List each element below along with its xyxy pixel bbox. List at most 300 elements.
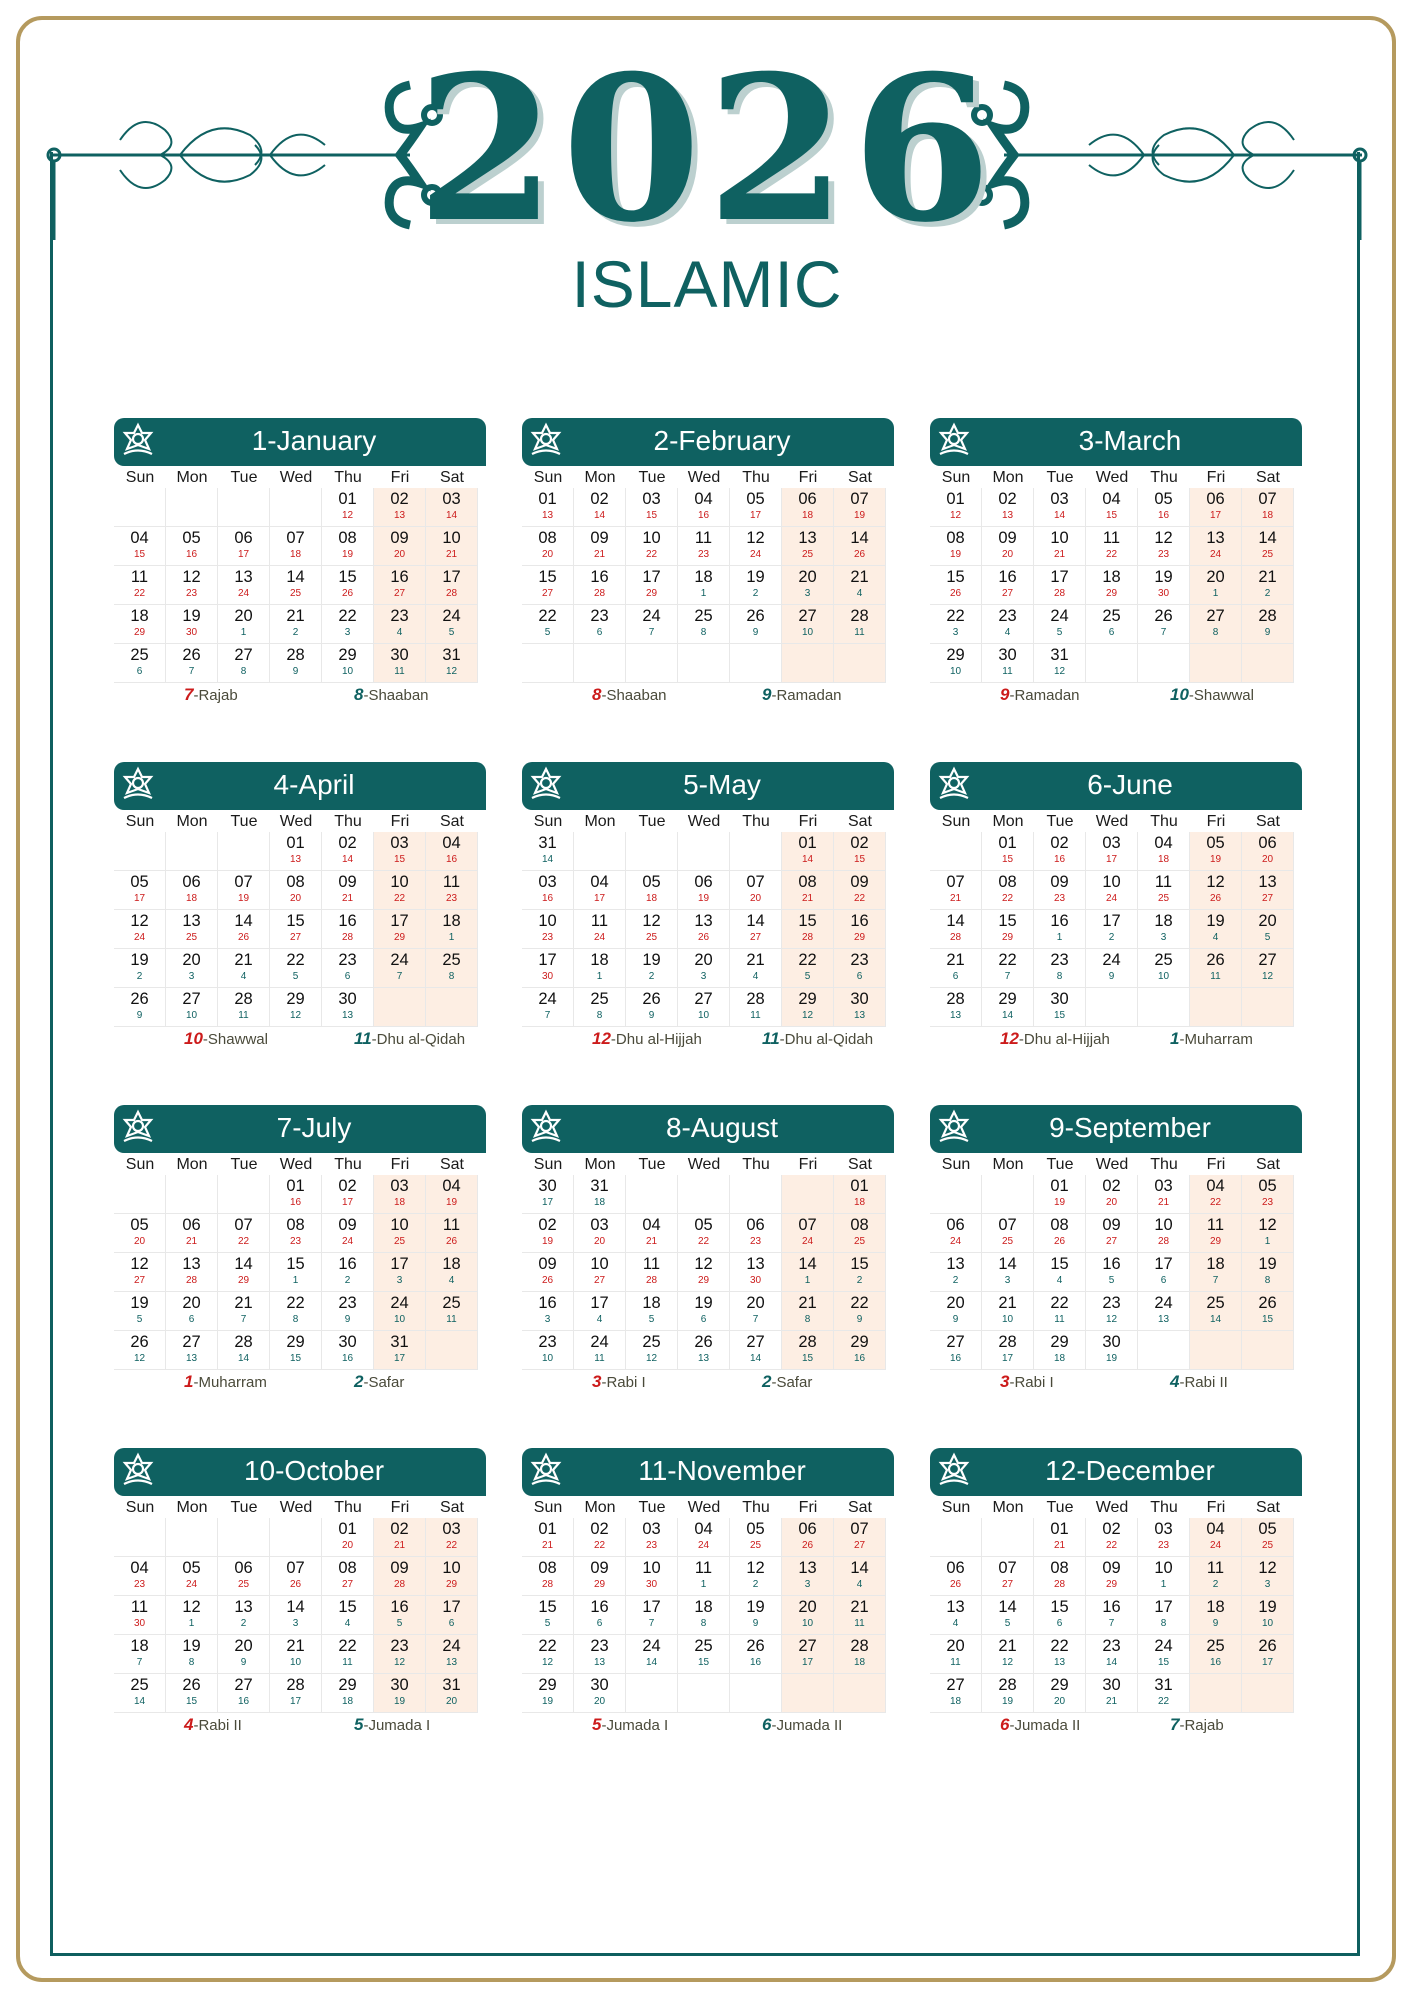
day-cell[interactable]: [270, 871, 322, 910]
day-cell[interactable]: [626, 1292, 678, 1331]
day-cell[interactable]: [374, 1214, 426, 1253]
day-cell[interactable]: [1242, 1214, 1294, 1253]
day-cell[interactable]: [1138, 910, 1190, 949]
day-cell[interactable]: [982, 1674, 1034, 1713]
day-cell[interactable]: [522, 605, 574, 644]
day-cell[interactable]: [1138, 1635, 1190, 1674]
day-cell[interactable]: [270, 1635, 322, 1674]
day-cell[interactable]: [626, 1557, 678, 1596]
day-cell[interactable]: [1138, 1253, 1190, 1292]
day-cell[interactable]: [218, 1635, 270, 1674]
day-cell[interactable]: [982, 988, 1034, 1027]
day-cell[interactable]: [522, 1253, 574, 1292]
day-cell[interactable]: [374, 644, 426, 683]
day-cell[interactable]: [270, 1331, 322, 1370]
day-cell[interactable]: [522, 1175, 574, 1214]
day-cell[interactable]: [782, 566, 834, 605]
day-cell[interactable]: [426, 644, 478, 683]
day-cell[interactable]: [574, 988, 626, 1027]
day-cell[interactable]: [1242, 832, 1294, 871]
day-cell[interactable]: [166, 910, 218, 949]
day-cell[interactable]: [218, 1214, 270, 1253]
day-cell[interactable]: [730, 1596, 782, 1635]
day-cell[interactable]: [1034, 1557, 1086, 1596]
day-cell[interactable]: [322, 1596, 374, 1635]
day-cell[interactable]: [1190, 1518, 1242, 1557]
day-cell[interactable]: [930, 1557, 982, 1596]
day-cell[interactable]: [426, 949, 478, 988]
day-cell[interactable]: [374, 1175, 426, 1214]
day-cell[interactable]: [834, 566, 886, 605]
day-cell[interactable]: [982, 1557, 1034, 1596]
day-cell[interactable]: [322, 1292, 374, 1331]
day-cell[interactable]: [678, 488, 730, 527]
day-cell[interactable]: [782, 1214, 834, 1253]
day-cell[interactable]: [374, 1331, 426, 1370]
day-cell[interactable]: [782, 949, 834, 988]
day-cell[interactable]: [1086, 910, 1138, 949]
day-cell[interactable]: [834, 488, 886, 527]
day-cell[interactable]: [374, 1292, 426, 1331]
day-cell[interactable]: [374, 1674, 426, 1713]
day-cell[interactable]: [270, 527, 322, 566]
day-cell[interactable]: [930, 910, 982, 949]
day-cell[interactable]: [930, 566, 982, 605]
day-cell[interactable]: [574, 566, 626, 605]
day-cell[interactable]: [1034, 832, 1086, 871]
day-cell[interactable]: [114, 1331, 166, 1370]
day-cell[interactable]: [626, 1596, 678, 1635]
day-cell[interactable]: [834, 1557, 886, 1596]
day-cell[interactable]: [730, 871, 782, 910]
day-cell[interactable]: [322, 1557, 374, 1596]
day-cell[interactable]: [1138, 871, 1190, 910]
day-cell[interactable]: [270, 605, 322, 644]
day-cell[interactable]: [834, 988, 886, 1027]
day-cell[interactable]: [678, 1331, 730, 1370]
day-cell[interactable]: [114, 1596, 166, 1635]
day-cell[interactable]: [270, 949, 322, 988]
day-cell[interactable]: [522, 1635, 574, 1674]
day-cell[interactable]: [1138, 1674, 1190, 1713]
day-cell[interactable]: [930, 488, 982, 527]
day-cell[interactable]: [982, 832, 1034, 871]
day-cell[interactable]: [730, 527, 782, 566]
day-cell[interactable]: [930, 988, 982, 1027]
day-cell[interactable]: [114, 566, 166, 605]
day-cell[interactable]: [1034, 488, 1086, 527]
day-cell[interactable]: [1086, 949, 1138, 988]
day-cell[interactable]: [1034, 605, 1086, 644]
day-cell[interactable]: [1034, 566, 1086, 605]
day-cell[interactable]: [678, 605, 730, 644]
day-cell[interactable]: [1242, 1175, 1294, 1214]
day-cell[interactable]: [834, 832, 886, 871]
day-cell[interactable]: [574, 1518, 626, 1557]
day-cell[interactable]: [1034, 1175, 1086, 1214]
day-cell[interactable]: [1086, 1518, 1138, 1557]
day-cell[interactable]: [166, 871, 218, 910]
day-cell[interactable]: [574, 871, 626, 910]
day-cell[interactable]: [522, 566, 574, 605]
day-cell[interactable]: [270, 832, 322, 871]
day-cell[interactable]: [374, 871, 426, 910]
day-cell[interactable]: [426, 1674, 478, 1713]
day-cell[interactable]: [218, 988, 270, 1027]
day-cell[interactable]: [1086, 1557, 1138, 1596]
day-cell[interactable]: [1034, 1596, 1086, 1635]
day-cell[interactable]: [1190, 1635, 1242, 1674]
day-cell[interactable]: [1242, 1518, 1294, 1557]
day-cell[interactable]: [522, 1596, 574, 1635]
day-cell[interactable]: [270, 1557, 322, 1596]
day-cell[interactable]: [678, 1596, 730, 1635]
day-cell[interactable]: [426, 488, 478, 527]
day-cell[interactable]: [1138, 527, 1190, 566]
day-cell[interactable]: [1138, 1214, 1190, 1253]
day-cell[interactable]: [1034, 1214, 1086, 1253]
day-cell[interactable]: [834, 1518, 886, 1557]
day-cell[interactable]: [834, 1292, 886, 1331]
day-cell[interactable]: [522, 988, 574, 1027]
day-cell[interactable]: [982, 644, 1034, 683]
day-cell[interactable]: [574, 527, 626, 566]
day-cell[interactable]: [270, 566, 322, 605]
day-cell[interactable]: [834, 910, 886, 949]
day-cell[interactable]: [218, 605, 270, 644]
day-cell[interactable]: [322, 605, 374, 644]
day-cell[interactable]: [114, 527, 166, 566]
day-cell[interactable]: [374, 1557, 426, 1596]
day-cell[interactable]: [1242, 605, 1294, 644]
day-cell[interactable]: [930, 949, 982, 988]
day-cell[interactable]: [426, 910, 478, 949]
day-cell[interactable]: [1190, 1596, 1242, 1635]
day-cell[interactable]: [1190, 1292, 1242, 1331]
day-cell[interactable]: [1034, 1331, 1086, 1370]
day-cell[interactable]: [218, 1596, 270, 1635]
day-cell[interactable]: [982, 1292, 1034, 1331]
day-cell[interactable]: [930, 1214, 982, 1253]
day-cell[interactable]: [270, 1292, 322, 1331]
day-cell[interactable]: [930, 644, 982, 683]
day-cell[interactable]: [626, 988, 678, 1027]
day-cell[interactable]: [426, 1557, 478, 1596]
day-cell[interactable]: [678, 988, 730, 1027]
day-cell[interactable]: [270, 644, 322, 683]
day-cell[interactable]: [426, 871, 478, 910]
day-cell[interactable]: [114, 1635, 166, 1674]
day-cell[interactable]: [782, 1596, 834, 1635]
day-cell[interactable]: [1190, 871, 1242, 910]
day-cell[interactable]: [322, 1518, 374, 1557]
day-cell[interactable]: [730, 1214, 782, 1253]
day-cell[interactable]: [426, 1253, 478, 1292]
day-cell[interactable]: [782, 832, 834, 871]
day-cell[interactable]: [574, 1175, 626, 1214]
day-cell[interactable]: [930, 1253, 982, 1292]
day-cell[interactable]: [1086, 488, 1138, 527]
day-cell[interactable]: [322, 988, 374, 1027]
day-cell[interactable]: [574, 1331, 626, 1370]
day-cell[interactable]: [522, 1292, 574, 1331]
day-cell[interactable]: [374, 1253, 426, 1292]
day-cell[interactable]: [782, 871, 834, 910]
day-cell[interactable]: [834, 1214, 886, 1253]
day-cell[interactable]: [166, 605, 218, 644]
day-cell[interactable]: [522, 832, 574, 871]
day-cell[interactable]: [166, 527, 218, 566]
day-cell[interactable]: [1034, 949, 1086, 988]
day-cell[interactable]: [678, 949, 730, 988]
day-cell[interactable]: [270, 988, 322, 1027]
day-cell[interactable]: [522, 527, 574, 566]
day-cell[interactable]: [678, 1253, 730, 1292]
day-cell[interactable]: [270, 1253, 322, 1292]
day-cell[interactable]: [270, 1214, 322, 1253]
day-cell[interactable]: [1190, 605, 1242, 644]
day-cell[interactable]: [166, 644, 218, 683]
day-cell[interactable]: [114, 910, 166, 949]
day-cell[interactable]: [1034, 988, 1086, 1027]
day-cell[interactable]: [166, 1331, 218, 1370]
day-cell[interactable]: [166, 1596, 218, 1635]
day-cell[interactable]: [730, 1331, 782, 1370]
day-cell[interactable]: [574, 605, 626, 644]
day-cell[interactable]: [1138, 488, 1190, 527]
day-cell[interactable]: [930, 1331, 982, 1370]
day-cell[interactable]: [626, 527, 678, 566]
day-cell[interactable]: [1138, 605, 1190, 644]
day-cell[interactable]: [930, 1292, 982, 1331]
day-cell[interactable]: [834, 949, 886, 988]
day-cell[interactable]: [522, 1557, 574, 1596]
day-cell[interactable]: [270, 1175, 322, 1214]
day-cell[interactable]: [1034, 1292, 1086, 1331]
day-cell[interactable]: [730, 1557, 782, 1596]
day-cell[interactable]: [626, 949, 678, 988]
day-cell[interactable]: [834, 1596, 886, 1635]
day-cell[interactable]: [1086, 1292, 1138, 1331]
day-cell[interactable]: [574, 949, 626, 988]
day-cell[interactable]: [1242, 1557, 1294, 1596]
day-cell[interactable]: [678, 1635, 730, 1674]
day-cell[interactable]: [1086, 871, 1138, 910]
day-cell[interactable]: [930, 527, 982, 566]
day-cell[interactable]: [782, 1518, 834, 1557]
day-cell[interactable]: [782, 1635, 834, 1674]
day-cell[interactable]: [982, 910, 1034, 949]
day-cell[interactable]: [1190, 527, 1242, 566]
day-cell[interactable]: [626, 1635, 678, 1674]
day-cell[interactable]: [574, 1253, 626, 1292]
day-cell[interactable]: [1138, 1175, 1190, 1214]
day-cell[interactable]: [1242, 527, 1294, 566]
day-cell[interactable]: [982, 1214, 1034, 1253]
day-cell[interactable]: [574, 1557, 626, 1596]
day-cell[interactable]: [730, 1518, 782, 1557]
day-cell[interactable]: [1138, 566, 1190, 605]
day-cell[interactable]: [982, 871, 1034, 910]
day-cell[interactable]: [1190, 1175, 1242, 1214]
day-cell[interactable]: [522, 1674, 574, 1713]
day-cell[interactable]: [1138, 1518, 1190, 1557]
day-cell[interactable]: [374, 832, 426, 871]
day-cell[interactable]: [782, 910, 834, 949]
day-cell[interactable]: [1086, 605, 1138, 644]
day-cell[interactable]: [1190, 1253, 1242, 1292]
day-cell[interactable]: [522, 949, 574, 988]
day-cell[interactable]: [374, 488, 426, 527]
day-cell[interactable]: [322, 644, 374, 683]
day-cell[interactable]: [322, 1253, 374, 1292]
day-cell[interactable]: [322, 488, 374, 527]
day-cell[interactable]: [322, 1175, 374, 1214]
day-cell[interactable]: [322, 1331, 374, 1370]
day-cell[interactable]: [374, 1518, 426, 1557]
day-cell[interactable]: [1138, 1596, 1190, 1635]
day-cell[interactable]: [426, 832, 478, 871]
day-cell[interactable]: [834, 871, 886, 910]
day-cell[interactable]: [1086, 1214, 1138, 1253]
day-cell[interactable]: [322, 527, 374, 566]
day-cell[interactable]: [574, 488, 626, 527]
day-cell[interactable]: [218, 910, 270, 949]
day-cell[interactable]: [114, 1292, 166, 1331]
day-cell[interactable]: [374, 1635, 426, 1674]
day-cell[interactable]: [374, 566, 426, 605]
day-cell[interactable]: [1034, 1253, 1086, 1292]
day-cell[interactable]: [730, 910, 782, 949]
day-cell[interactable]: [626, 1214, 678, 1253]
day-cell[interactable]: [1242, 1292, 1294, 1331]
day-cell[interactable]: [374, 605, 426, 644]
day-cell[interactable]: [982, 566, 1034, 605]
day-cell[interactable]: [1086, 832, 1138, 871]
day-cell[interactable]: [1190, 488, 1242, 527]
day-cell[interactable]: [982, 1635, 1034, 1674]
day-cell[interactable]: [426, 605, 478, 644]
day-cell[interactable]: [166, 949, 218, 988]
day-cell[interactable]: [166, 988, 218, 1027]
day-cell[interactable]: [730, 566, 782, 605]
day-cell[interactable]: [166, 1292, 218, 1331]
day-cell[interactable]: [1034, 527, 1086, 566]
day-cell[interactable]: [1086, 1596, 1138, 1635]
day-cell[interactable]: [374, 527, 426, 566]
day-cell[interactable]: [218, 566, 270, 605]
day-cell[interactable]: [1086, 1175, 1138, 1214]
day-cell[interactable]: [982, 1331, 1034, 1370]
day-cell[interactable]: [678, 566, 730, 605]
day-cell[interactable]: [626, 871, 678, 910]
day-cell[interactable]: [678, 871, 730, 910]
day-cell[interactable]: [626, 605, 678, 644]
day-cell[interactable]: [322, 1635, 374, 1674]
day-cell[interactable]: [834, 1331, 886, 1370]
day-cell[interactable]: [114, 871, 166, 910]
day-cell[interactable]: [522, 910, 574, 949]
day-cell[interactable]: [522, 1331, 574, 1370]
day-cell[interactable]: [730, 1253, 782, 1292]
day-cell[interactable]: [218, 1331, 270, 1370]
day-cell[interactable]: [1138, 832, 1190, 871]
day-cell[interactable]: [166, 1674, 218, 1713]
day-cell[interactable]: [114, 1214, 166, 1253]
day-cell[interactable]: [730, 488, 782, 527]
day-cell[interactable]: [1086, 1635, 1138, 1674]
day-cell[interactable]: [374, 949, 426, 988]
day-cell[interactable]: [1242, 1596, 1294, 1635]
day-cell[interactable]: [834, 1253, 886, 1292]
day-cell[interactable]: [730, 605, 782, 644]
day-cell[interactable]: [1138, 1557, 1190, 1596]
day-cell[interactable]: [574, 1674, 626, 1713]
day-cell[interactable]: [522, 871, 574, 910]
day-cell[interactable]: [166, 1214, 218, 1253]
day-cell[interactable]: [1190, 832, 1242, 871]
day-cell[interactable]: [574, 910, 626, 949]
day-cell[interactable]: [730, 1292, 782, 1331]
day-cell[interactable]: [1086, 1253, 1138, 1292]
day-cell[interactable]: [270, 910, 322, 949]
day-cell[interactable]: [730, 949, 782, 988]
day-cell[interactable]: [218, 1253, 270, 1292]
day-cell[interactable]: [322, 1674, 374, 1713]
day-cell[interactable]: [1034, 871, 1086, 910]
day-cell[interactable]: [218, 871, 270, 910]
day-cell[interactable]: [322, 871, 374, 910]
day-cell[interactable]: [426, 527, 478, 566]
day-cell[interactable]: [270, 1596, 322, 1635]
day-cell[interactable]: [218, 1292, 270, 1331]
day-cell[interactable]: [1242, 1253, 1294, 1292]
day-cell[interactable]: [1034, 1635, 1086, 1674]
day-cell[interactable]: [1242, 566, 1294, 605]
day-cell[interactable]: [930, 871, 982, 910]
day-cell[interactable]: [1034, 1674, 1086, 1713]
day-cell[interactable]: [1190, 910, 1242, 949]
day-cell[interactable]: [574, 1596, 626, 1635]
day-cell[interactable]: [930, 1674, 982, 1713]
day-cell[interactable]: [1190, 566, 1242, 605]
day-cell[interactable]: [114, 1557, 166, 1596]
day-cell[interactable]: [574, 1635, 626, 1674]
day-cell[interactable]: [1242, 871, 1294, 910]
day-cell[interactable]: [114, 1253, 166, 1292]
day-cell[interactable]: [982, 605, 1034, 644]
day-cell[interactable]: [834, 1635, 886, 1674]
day-cell[interactable]: [782, 988, 834, 1027]
day-cell[interactable]: [1190, 1557, 1242, 1596]
day-cell[interactable]: [782, 1557, 834, 1596]
day-cell[interactable]: [218, 949, 270, 988]
day-cell[interactable]: [270, 1674, 322, 1713]
day-cell[interactable]: [114, 644, 166, 683]
day-cell[interactable]: [1242, 910, 1294, 949]
day-cell[interactable]: [1190, 949, 1242, 988]
day-cell[interactable]: [426, 1214, 478, 1253]
day-cell[interactable]: [1242, 1635, 1294, 1674]
day-cell[interactable]: [426, 566, 478, 605]
day-cell[interactable]: [114, 1674, 166, 1713]
day-cell[interactable]: [218, 1557, 270, 1596]
day-cell[interactable]: [322, 910, 374, 949]
day-cell[interactable]: [626, 910, 678, 949]
day-cell[interactable]: [678, 1557, 730, 1596]
day-cell[interactable]: [574, 1214, 626, 1253]
day-cell[interactable]: [426, 1596, 478, 1635]
